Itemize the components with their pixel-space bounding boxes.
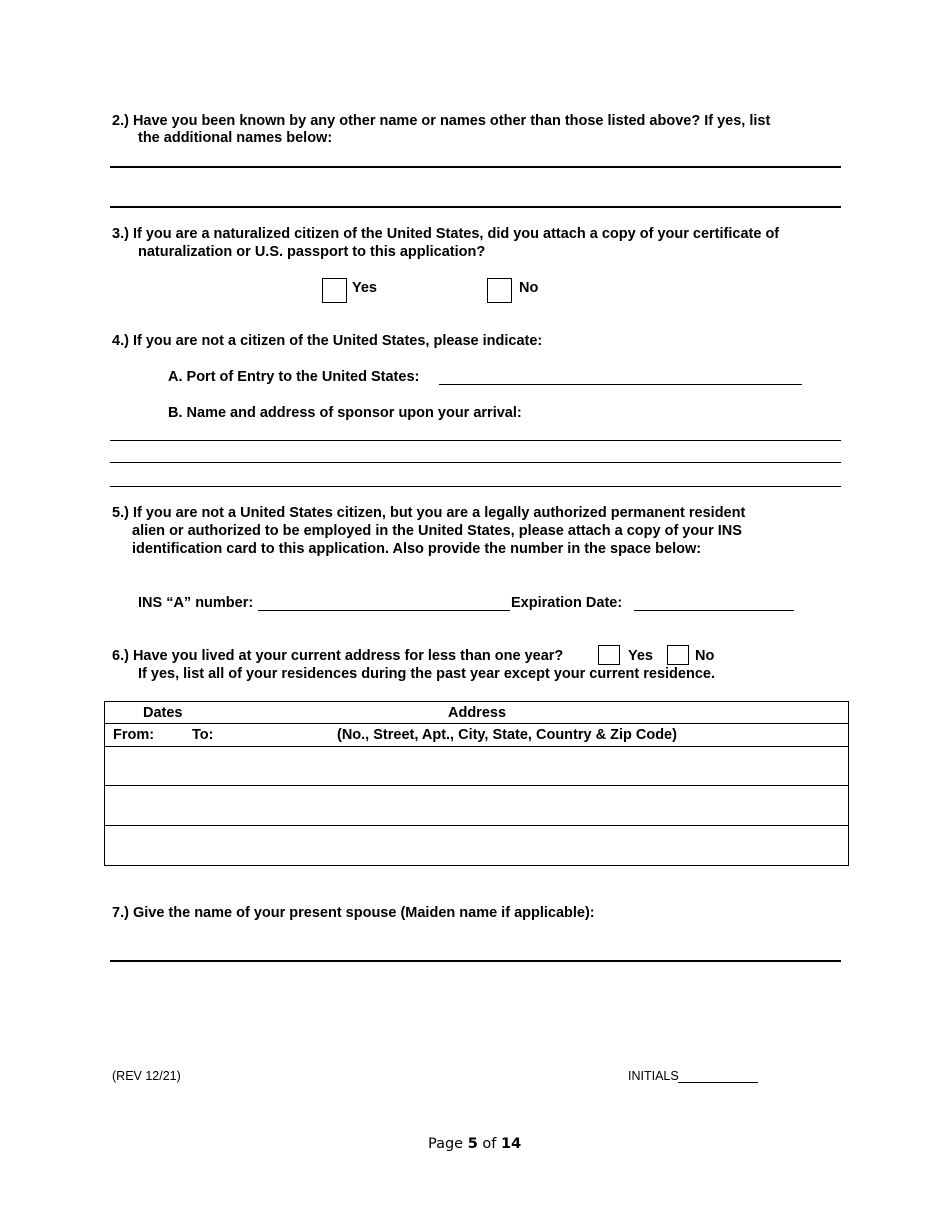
q6-no-checkbox[interactable] [667, 645, 689, 665]
table-divider [105, 825, 848, 826]
expiration-date-label: Expiration Date: [511, 595, 623, 611]
q2-line1: 2.) Have you been known by any other name or names other than those listed above? If yes, list [112, 113, 771, 129]
table-row[interactable] [105, 827, 848, 864]
q3-yes-checkbox[interactable] [322, 278, 347, 303]
page-number [428, 1136, 521, 1152]
initials-label: INITIALS [628, 1069, 679, 1083]
spouse-name-field[interactable] [110, 960, 841, 962]
q3-line2: naturalization or U.S. passport to this application? [138, 244, 486, 260]
ins-number-label: INS “A” number: [138, 595, 254, 611]
sponsor-line-2[interactable] [110, 462, 841, 463]
q4-line1: 4.) If you are not a citizen of the United States, please indicate: [112, 333, 543, 349]
initials-field[interactable] [678, 1082, 758, 1083]
page-current: 5 [467, 1136, 478, 1152]
q5-line2: alien or authorized to be employed in the United States, please attach a copy of your INS [132, 523, 742, 539]
from-header: From: [113, 727, 155, 743]
q3-no-checkbox[interactable] [487, 278, 512, 303]
residences-table [104, 701, 849, 866]
table-row[interactable] [105, 748, 848, 785]
address-header: Address [448, 705, 507, 721]
q5-line3: identification card to this application. Also provide the number in the space below: [132, 541, 702, 557]
page-total: 14 [501, 1136, 522, 1152]
table-row[interactable] [105, 787, 848, 824]
q3-yes-label: Yes [352, 280, 377, 296]
q6-line1: 6.) Have you lived at your current address for less than one year? [112, 648, 564, 664]
port-of-entry-field[interactable] [439, 384, 802, 385]
q6-line2: If yes, list all of your residences during the past year except your current residence. [138, 666, 715, 682]
q2-line2: the additional names below: [138, 130, 333, 146]
q5-line1: 5.) If you are not a United States citizen, but you are a legally authorized permanent resident [112, 505, 746, 521]
table-divider [105, 746, 848, 747]
q6-no-label: No [695, 648, 715, 664]
table-divider [105, 723, 848, 724]
page-prefix: Page [428, 1136, 468, 1152]
q4-b-label: B. Name and address of sponsor upon your arrival: [168, 405, 522, 421]
q4-a-label: A. Port of Entry to the United States: [168, 369, 420, 385]
table-divider [105, 785, 848, 786]
revision-label: (REV 12/21) [112, 1069, 181, 1083]
q3-line1: 3.) If you are a naturalized citizen of the United States, did you attach a copy of your certificate of [112, 226, 780, 242]
page-of: of [477, 1136, 502, 1152]
address-detail-header: (No., Street, Apt., City, State, Country & Zip Code) [337, 727, 677, 743]
q2-answer-line-2[interactable] [110, 206, 841, 208]
sponsor-line-3[interactable] [110, 486, 841, 487]
q3-no-label: No [519, 280, 539, 296]
q2-answer-line-1[interactable] [110, 166, 841, 168]
sponsor-line-1[interactable] [110, 440, 841, 441]
dates-header: Dates [143, 705, 183, 721]
ins-number-field[interactable] [258, 610, 510, 611]
to-header: To: [192, 727, 214, 743]
q6-yes-checkbox[interactable] [598, 645, 620, 665]
q6-yes-label: Yes [628, 648, 653, 664]
q7-line1: 7.) Give the name of your present spouse (Maiden name if applicable): [112, 905, 595, 921]
expiration-date-field[interactable] [634, 610, 794, 611]
